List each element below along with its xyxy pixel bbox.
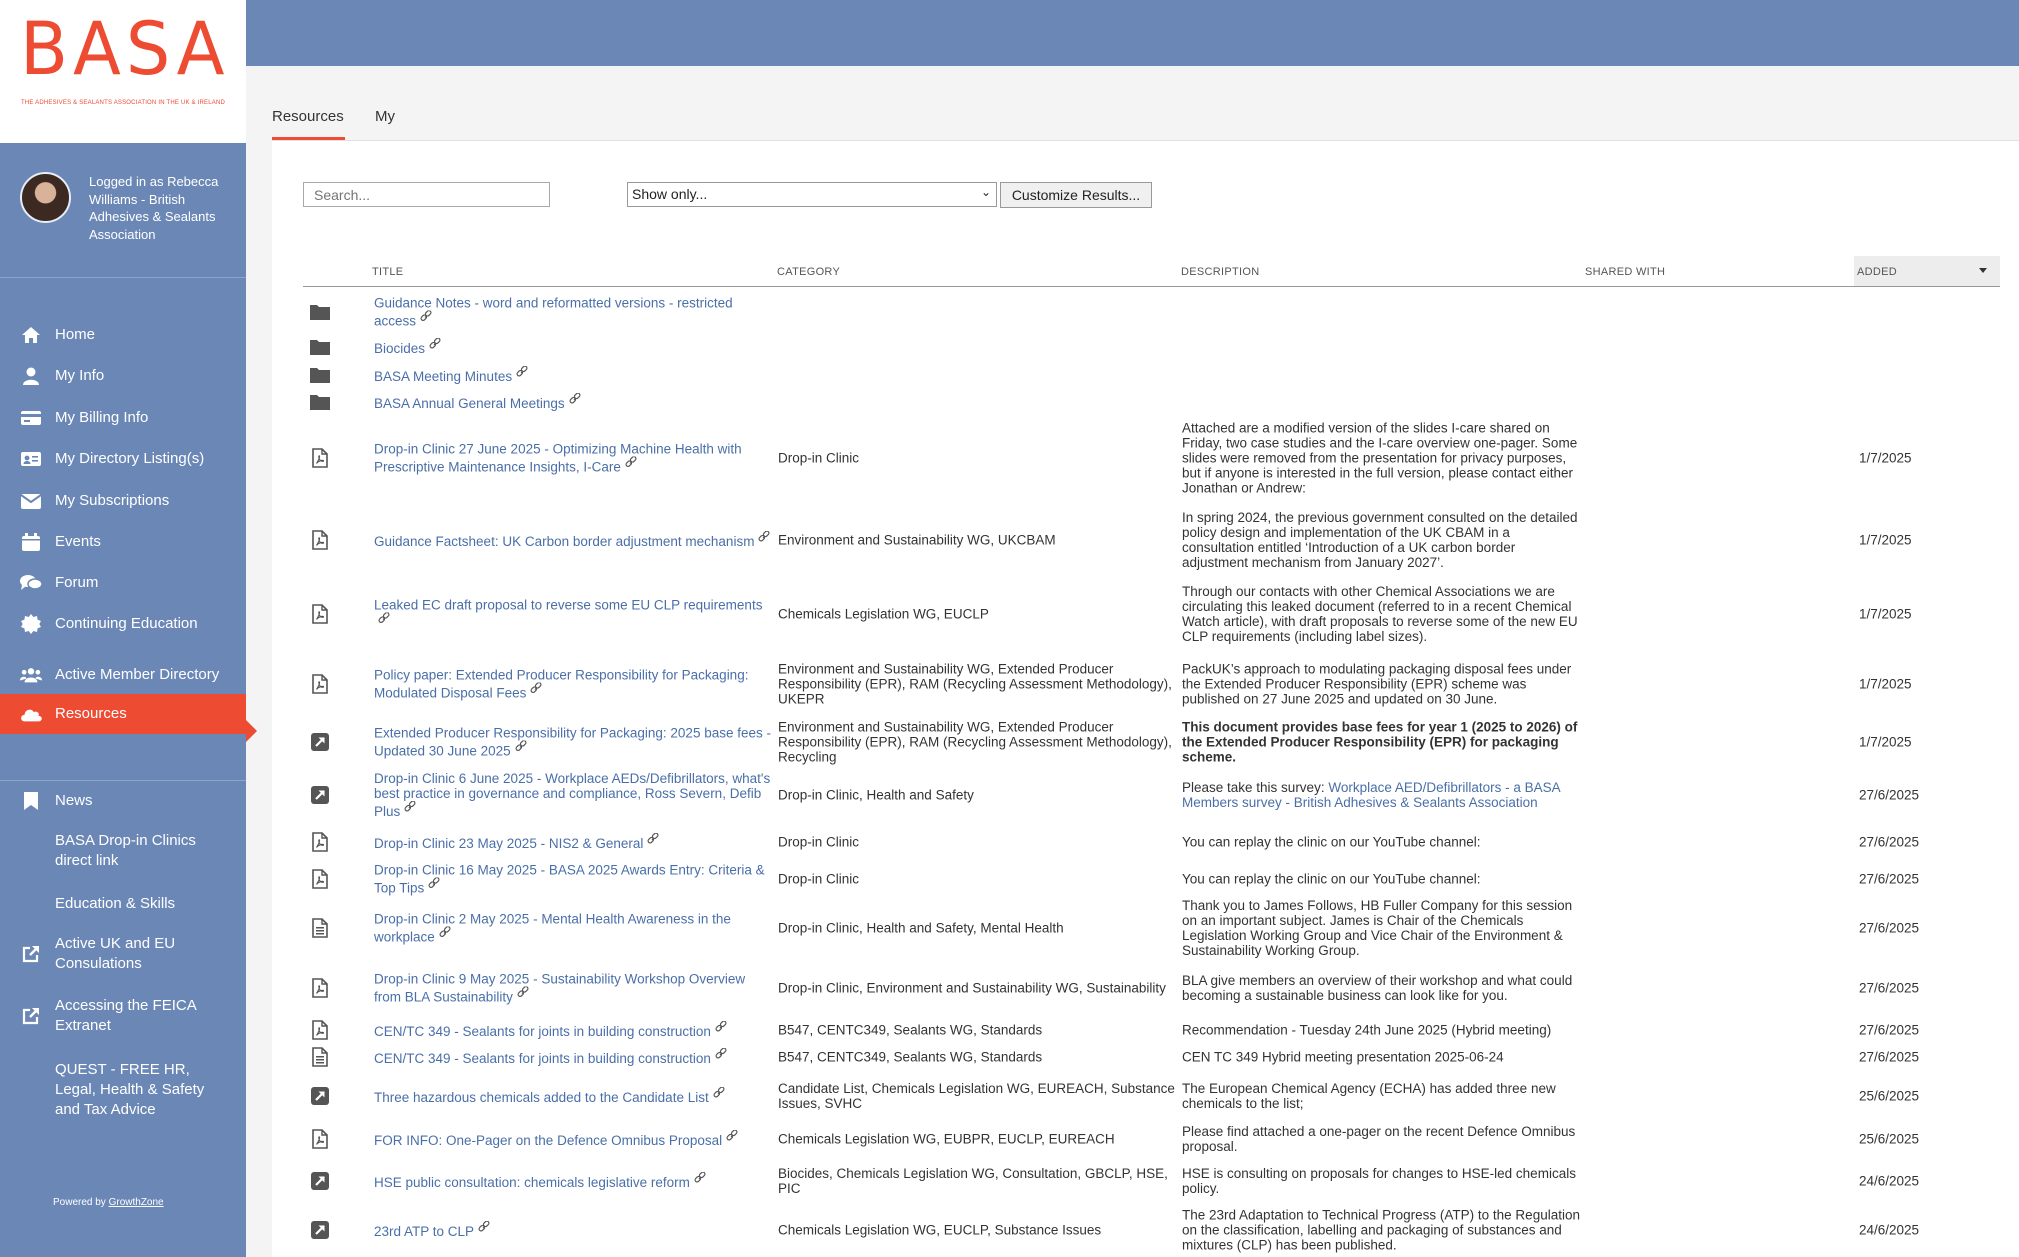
nav-divider xyxy=(0,780,246,781)
copy-link-icon[interactable] xyxy=(429,338,441,350)
resource-title-link[interactable] xyxy=(374,771,774,819)
resource-description xyxy=(1182,1166,1582,1196)
resource-title-link[interactable] xyxy=(374,295,774,328)
resource-title-link[interactable] xyxy=(374,725,774,758)
resource-description xyxy=(1182,834,1582,849)
resource-added-date: 27/6/2025 xyxy=(1859,980,1920,996)
copy-link-icon[interactable] xyxy=(647,833,659,845)
copy-link-icon[interactable] xyxy=(420,310,432,322)
table-row[interactable] xyxy=(303,290,2000,333)
growthzone-link[interactable]: GrowthZone xyxy=(108,1197,164,1208)
pdf-file-icon xyxy=(309,977,331,999)
folder-icon xyxy=(309,301,331,323)
resource-description-text: Please take this survey: xyxy=(1182,779,1329,795)
copy-link-icon[interactable] xyxy=(758,531,770,543)
cloud-icon xyxy=(20,703,42,725)
resource-added-date: 27/6/2025 xyxy=(1859,871,1920,886)
copy-link-icon[interactable] xyxy=(726,1130,738,1142)
sidebar xyxy=(0,0,246,1257)
resource-category: Biocides, Chemicals Legislation WG, Consultation, GBCLP, HSE, PIC xyxy=(778,1165,1168,1196)
resource-added-date: 1/7/2025 xyxy=(1859,734,1912,749)
table-row[interactable] xyxy=(303,1159,2000,1202)
resource-category: Drop-in Clinic xyxy=(778,450,860,466)
resource-category: Candidate List, Chemicals Legislation WG, EUREACH, Substance Issues, SVHC xyxy=(778,1080,1175,1111)
resource-description-text: Thank you to James Follows, HB Fuller Company for this session on an important subject. James is Chair of the Chemicals Legislation Working Group and Vice Chair of the Environment & Sustainability Working Group. xyxy=(1182,898,1573,958)
resource-description xyxy=(1182,510,1582,570)
table-row[interactable] xyxy=(303,650,2000,717)
external-link-icon xyxy=(20,943,42,965)
tab-resources[interactable]: Resources xyxy=(272,100,345,140)
resource-added-date: 1/7/2025 xyxy=(1859,450,1912,466)
user-icon xyxy=(20,365,42,387)
resource-category: Drop-in Clinic, Health and Safety xyxy=(778,787,974,802)
external-link-icon xyxy=(20,1005,42,1027)
resource-added-date: 25/6/2025 xyxy=(1859,1131,1920,1147)
sort-desc-icon[interactable] xyxy=(1979,268,1987,273)
resource-category: B547, CENTC349, Sealants WG, Standards xyxy=(778,1049,1043,1065)
resource-description xyxy=(1182,780,1582,810)
sidebar-item-label: My Subscriptions xyxy=(55,492,170,509)
sidebar-item-label: My Info xyxy=(55,367,105,384)
resource-description-text: HSE is consulting on proposals for changes to HSE-led chemicals policy. xyxy=(1182,1165,1576,1196)
sidebar-item-my-subscriptions[interactable] xyxy=(0,481,246,521)
sidebar-item-my-info[interactable] xyxy=(0,356,246,396)
column-header-category[interactable]: CATEGORY xyxy=(777,266,841,278)
copy-link-icon[interactable] xyxy=(515,740,527,752)
table-row[interactable] xyxy=(303,502,2000,578)
column-header-title[interactable]: TITLE xyxy=(372,266,404,278)
sidebar-item-label: Continuing Education xyxy=(55,615,198,632)
pdf-file-icon xyxy=(309,1128,331,1150)
external-link-icon xyxy=(309,784,331,806)
login-status: Logged in as Rebecca Williams - British Adhesives & Sealants Association xyxy=(89,174,219,242)
resource-description xyxy=(1182,584,1582,644)
sidebar-item-active-uk-and-eu-consulations[interactable] xyxy=(0,925,246,983)
external-link-icon xyxy=(309,1219,331,1241)
resource-description xyxy=(1182,1022,1582,1037)
sidebar-item-my-directory-listing-s[interactable] xyxy=(0,439,246,479)
table-row[interactable] xyxy=(303,1119,2000,1159)
resource-title-text: 23rd ATP to CLP xyxy=(374,1223,475,1239)
resource-title-text: Drop-in Clinic 16 May 2025 - BASA 2025 Awards Entry: Criteria & Top Tips xyxy=(374,862,765,895)
resource-title-link[interactable] xyxy=(374,338,774,356)
resource-description xyxy=(1182,1050,1582,1065)
copy-link-icon[interactable] xyxy=(516,366,528,378)
comments-icon xyxy=(20,572,42,594)
resource-title-text: Drop-in Clinic 9 May 2025 - Sustainability Workshop Overview from BLA Sustainability xyxy=(374,971,746,1005)
resource-title-link[interactable] xyxy=(374,598,774,631)
resource-added-date: 1/7/2025 xyxy=(1859,606,1912,622)
resource-title-link[interactable] xyxy=(374,667,774,700)
resource-description-text: The 23rd Adaptation to Technical Progress (ATP) to the Regulation on the classification, labelling and packaging of substances and mixtures (CLP) has been published. xyxy=(1182,1207,1580,1252)
resource-category: Environment and Sustainability WG, Extended Producer Responsibility (EPR), RAM (Recycling Assessment Methodology), Recycling xyxy=(778,719,1172,764)
show-only-select[interactable] xyxy=(627,182,997,207)
resource-description-text: CEN TC 349 Hybrid meeting presentation 2025-06-24 xyxy=(1182,1049,1504,1065)
table-row[interactable] xyxy=(303,717,2000,766)
resource-title-link[interactable] xyxy=(374,1221,774,1239)
credit-card-icon xyxy=(20,407,42,429)
copy-link-icon[interactable] xyxy=(569,393,581,405)
logo-wordmark: BASA xyxy=(20,5,230,93)
id-card-icon xyxy=(20,448,42,470)
users-icon xyxy=(20,664,42,686)
pdf-file-icon xyxy=(309,831,331,853)
document-icon xyxy=(309,917,331,939)
resource-added-date: 1/7/2025 xyxy=(1859,676,1912,691)
sidebar-item-label: Accessing the FEICA Extranet xyxy=(55,997,196,1034)
resource-added-date: 1/7/2025 xyxy=(1859,532,1912,548)
sidebar-item-education-skills[interactable] xyxy=(0,884,246,924)
sidebar-item-events[interactable] xyxy=(0,522,246,562)
resource-description xyxy=(1182,1081,1582,1111)
customize-results-button[interactable]: Customize Results... xyxy=(1000,182,1152,208)
resource-description xyxy=(1182,973,1582,1003)
table-row[interactable] xyxy=(303,389,2000,414)
external-link-icon xyxy=(309,1085,331,1107)
resource-title-link[interactable] xyxy=(374,366,774,384)
search-input[interactable] xyxy=(303,182,550,207)
resource-title-link[interactable] xyxy=(374,1130,774,1148)
table-row[interactable] xyxy=(303,1042,2000,1072)
resource-title-link[interactable] xyxy=(374,1048,774,1066)
table-row[interactable] xyxy=(303,1202,2000,1257)
resource-category: Chemicals Legislation WG, EUCLP, Substance Issues xyxy=(778,1222,1102,1237)
chevron-down-icon: ⌄ xyxy=(980,185,991,199)
sidebar-item-resources[interactable] xyxy=(0,694,246,734)
resource-title-text: HSE public consultation: chemicals legislative reform xyxy=(374,1174,690,1190)
resource-description-text: The European Chemical Agency (ECHA) has added three new chemicals to the list; xyxy=(1182,1080,1556,1111)
table-row[interactable] xyxy=(303,897,2000,959)
resource-title-link[interactable] xyxy=(374,442,774,475)
sidebar-item-accessing-the-feica-extranet[interactable] xyxy=(0,987,246,1045)
envelope-icon xyxy=(20,490,42,512)
pdf-file-icon xyxy=(309,447,331,469)
sidebar-item-label: My Directory Listing(s) xyxy=(55,450,205,467)
show-only-value: Show only... xyxy=(632,186,708,202)
header-divider xyxy=(303,286,2000,287)
external-link-icon xyxy=(309,1170,331,1192)
sidebar-item-label: Education & Skills xyxy=(55,895,176,912)
resource-category: Drop-in Clinic, Health and Safety, Mental Health xyxy=(778,920,1064,936)
bookmark-icon xyxy=(20,790,42,812)
sidebar-item-forum[interactable] xyxy=(0,563,246,603)
pdf-file-icon xyxy=(309,868,331,890)
resource-title-link[interactable] xyxy=(374,862,774,895)
resource-description-text: You can replay the clinic on our YouTube channel: xyxy=(1182,871,1481,886)
resource-title-link[interactable] xyxy=(374,912,774,945)
sidebar-item-label: Active Member Directory xyxy=(55,666,220,683)
table-row[interactable] xyxy=(303,959,2000,1017)
active-nav-pointer xyxy=(246,720,257,742)
resource-category: Chemicals Legislation WG, EUBPR, EUCLP, EUREACH xyxy=(778,1131,1115,1147)
copy-link-icon[interactable] xyxy=(694,1172,706,1184)
folder-icon xyxy=(309,391,331,413)
resource-title-text: Extended Producer Responsibility for Packaging: 2025 base fees - Updated 30 June 2025 xyxy=(374,725,771,758)
resource-category: Environment and Sustainability WG, Extended Producer Responsibility (EPR), RAM (Recycling Assessment Methodology), UKEPR xyxy=(778,661,1172,706)
tab-my-files[interactable]: My xyxy=(375,108,395,125)
folder-icon xyxy=(309,364,331,386)
pdf-file-icon xyxy=(309,603,331,625)
avatar[interactable] xyxy=(20,172,71,223)
table-row[interactable] xyxy=(303,860,2000,897)
copy-link-icon[interactable] xyxy=(428,877,440,889)
resource-title-link[interactable] xyxy=(374,1021,774,1039)
copy-link-icon[interactable] xyxy=(715,1021,727,1033)
column-header-description[interactable]: DESCRIPTION xyxy=(1181,266,1260,278)
column-header-added[interactable]: ADDED xyxy=(1857,266,1898,278)
sidebar-item-label: My Billing Info xyxy=(55,409,149,426)
pdf-file-icon xyxy=(309,1019,331,1041)
folder-icon xyxy=(309,336,331,358)
sidebar-item-quest-free-hr-legal-health-safety-and-tax-advice[interactable] xyxy=(0,1050,246,1130)
resource-title-text: Guidance Factsheet: UK Carbon border adjustment mechanism xyxy=(374,534,755,549)
resource-title-text: Guidance Notes - word and reformatted versions - restricted access xyxy=(374,295,733,328)
resource-added-date: 27/6/2025 xyxy=(1859,920,1920,936)
resource-description xyxy=(1182,898,1582,958)
resource-category: Drop-in Clinic, Environment and Sustainability WG, Sustainability xyxy=(778,980,1166,996)
table-row[interactable] xyxy=(303,333,2000,361)
resource-category: Drop-in Clinic xyxy=(778,834,860,849)
copy-link-icon[interactable] xyxy=(715,1048,727,1060)
table-row[interactable] xyxy=(303,414,2000,502)
sidebar-item-label: Resources xyxy=(55,705,127,722)
survey-link[interactable]: Workplace AED/Defibrillators - a BASA Members survey - British Adhesives & Sealants Association xyxy=(1182,779,1560,810)
resource-title-link[interactable] xyxy=(374,833,774,851)
copy-link-icon[interactable] xyxy=(517,987,529,999)
resource-title-link[interactable] xyxy=(374,393,774,411)
top-bar xyxy=(246,0,2019,66)
resource-description-text: You can replay the clinic on our YouTube channel: xyxy=(1182,834,1481,849)
resource-title-text: Biocides xyxy=(374,341,426,356)
sidebar-item-basa-drop-in-clinics-direct-link[interactable] xyxy=(0,822,246,880)
calendar-icon xyxy=(20,531,42,553)
powered-by xyxy=(53,1197,164,1208)
table-row[interactable] xyxy=(303,361,2000,389)
table-row[interactable] xyxy=(303,823,2000,860)
resource-description-text: BLA give members an overview of their workshop and what could becoming a sustainable business can look like for you. xyxy=(1182,973,1573,1003)
copy-link-icon[interactable] xyxy=(439,927,451,939)
sidebar-item-my-billing-info[interactable] xyxy=(0,398,246,438)
resource-description xyxy=(1182,1124,1582,1154)
resource-description-text: Attached are a modified version of the slides I-care shared on Friday, two case studies and the I-care overview one-pager. Some slides were removed from the presentation for privacy purposes, but if anyone is interested in the full version, please contact either Jonathan or Andrew: xyxy=(1182,420,1578,496)
resource-category: Drop-in Clinic xyxy=(778,871,860,886)
resource-title-text: CEN/TC 349 - Sealants for joints in building construction xyxy=(374,1051,711,1066)
resource-title-text: FOR INFO: One-Pager on the Defence Omnibus Proposal xyxy=(374,1133,723,1148)
sidebar-item-home[interactable] xyxy=(0,315,246,355)
sidebar-item-label: BASA Drop-in Clinics direct link xyxy=(55,832,196,869)
certificate-icon xyxy=(20,613,42,635)
resource-title-text: Drop-in Clinic 2 May 2025 - Mental Health Awareness in the workplace xyxy=(374,911,731,945)
resource-category: Chemicals Legislation WG, EUCLP xyxy=(778,606,989,622)
resource-added-date: 27/6/2025 xyxy=(1859,834,1920,849)
resource-added-date: 24/6/2025 xyxy=(1859,1173,1920,1188)
resource-description-text: Recommendation - Tuesday 24th June 2025 (Hybrid meeting) xyxy=(1182,1022,1552,1037)
resource-title-text: Drop-in Clinic 23 May 2025 - NIS2 & General xyxy=(374,835,644,851)
resource-added-date: 27/6/2025 xyxy=(1859,787,1920,802)
external-link-icon xyxy=(309,731,331,753)
pdf-file-icon xyxy=(309,673,331,695)
resource-category: Environment and Sustainability WG, UKCBAM xyxy=(778,532,1056,548)
resource-title-text: Policy paper: Extended Producer Responsibility for Packaging: Modulated Disposal Fees xyxy=(374,667,749,700)
logo-tagline: THE ADHESIVES & SEALANTS ASSOCIATION IN THE UK & IRELAND xyxy=(21,100,226,106)
resource-description xyxy=(1182,1207,1582,1252)
resource-added-date: 27/6/2025 xyxy=(1859,1022,1920,1037)
home-icon xyxy=(20,324,42,346)
table-row[interactable] xyxy=(303,766,2000,823)
resource-description-text: Through our contacts with other Chemical Associations we are circulating this leaked document (referred to in a recent Chemical Watch article), with draft proposals to reverse some of the new EU CLP requirements (including label sizes). xyxy=(1182,584,1578,644)
table-row[interactable] xyxy=(303,1017,2000,1042)
resource-added-date: 24/6/2025 xyxy=(1859,1222,1920,1237)
sidebar-item-label: Forum xyxy=(55,574,99,591)
resource-title-text: CEN/TC 349 - Sealants for joints in building construction xyxy=(374,1023,711,1039)
resource-title-text: BASA Meeting Minutes xyxy=(374,369,513,384)
document-icon xyxy=(309,1046,331,1068)
resource-added-date: 25/6/2025 xyxy=(1859,1088,1920,1103)
copy-link-icon[interactable] xyxy=(478,1221,490,1233)
resource-title-text: BASA Annual General Meetings xyxy=(374,395,565,411)
copy-link-icon[interactable] xyxy=(625,457,637,469)
resource-description-text: PackUK’s approach to modulating packaging disposal fees under the Extended Producer Responsibility (EPR) scheme was published on 27 June 2025 and updated on 30 June. xyxy=(1182,661,1572,706)
resource-description-text: This document provides base fees for year 1 (2025 to 2026) of the Extended Producer Responsibility (EPR) for packaging scheme. xyxy=(1182,719,1578,764)
resource-title-link[interactable] xyxy=(374,531,774,549)
sidebar-item-label: Events xyxy=(55,533,101,550)
resource-title-link[interactable] xyxy=(374,1087,774,1105)
resource-description xyxy=(1182,661,1582,706)
resource-description xyxy=(1182,871,1582,886)
resource-description-text: Please find attached a one-pager on the recent Defence Omnibus proposal. xyxy=(1182,1124,1576,1154)
sidebar-item-label: Home xyxy=(55,326,96,343)
sidebar-item-label: News xyxy=(55,792,93,809)
copy-link-icon[interactable] xyxy=(713,1087,725,1099)
sidebar-item-continuing-education[interactable] xyxy=(0,604,246,644)
copy-link-icon[interactable] xyxy=(378,613,390,625)
resource-title-text: Drop-in Clinic 27 June 2025 - Optimizing Machine Health with Prescriptive Maintenance Insights, I-Care xyxy=(374,441,742,475)
logo[interactable] xyxy=(0,0,246,143)
resource-title-link[interactable] xyxy=(374,1172,774,1190)
pdf-file-icon xyxy=(309,529,331,551)
copy-link-icon[interactable] xyxy=(404,801,416,813)
sidebar-item-news[interactable] xyxy=(0,781,246,821)
sidebar-item-label: Active UK and EU Consulations xyxy=(55,935,176,972)
resource-description xyxy=(1182,719,1582,764)
table-row[interactable] xyxy=(303,578,2000,650)
resource-added-date: 27/6/2025 xyxy=(1859,1049,1920,1065)
resource-title-link[interactable] xyxy=(374,972,774,1005)
copy-link-icon[interactable] xyxy=(530,682,542,694)
table-row[interactable] xyxy=(303,1072,2000,1119)
resource-description xyxy=(1182,421,1582,496)
sidebar-item-label: QUEST - FREE HR, Legal, Health & Safety and Tax Advice xyxy=(55,1061,205,1118)
powered-by-label: Powered by xyxy=(53,1197,106,1208)
resource-title-text: Three hazardous chemicals added to the Candidate List xyxy=(374,1089,709,1105)
resource-title-text: Drop-in Clinic 6 June 2025 - Workplace AEDs/Defibrillators, what's best practice in governance and compliance, Ross Severn, Defib Plus xyxy=(374,770,771,819)
column-header-shared-with[interactable]: SHARED WITH xyxy=(1585,266,1666,278)
resource-category: B547, CENTC349, Sealants WG, Standards xyxy=(778,1022,1043,1037)
resource-title-text: Leaked EC draft proposal to reverse some EU CLP requirements xyxy=(374,597,763,613)
resource-description-text: In spring 2024, the previous government consulted on the detailed policy design and implementation of the UK CBAM in a consultation entitled ‘Introduction of a UK carbon border adjustment mechanism from January 2027’. xyxy=(1182,510,1578,570)
